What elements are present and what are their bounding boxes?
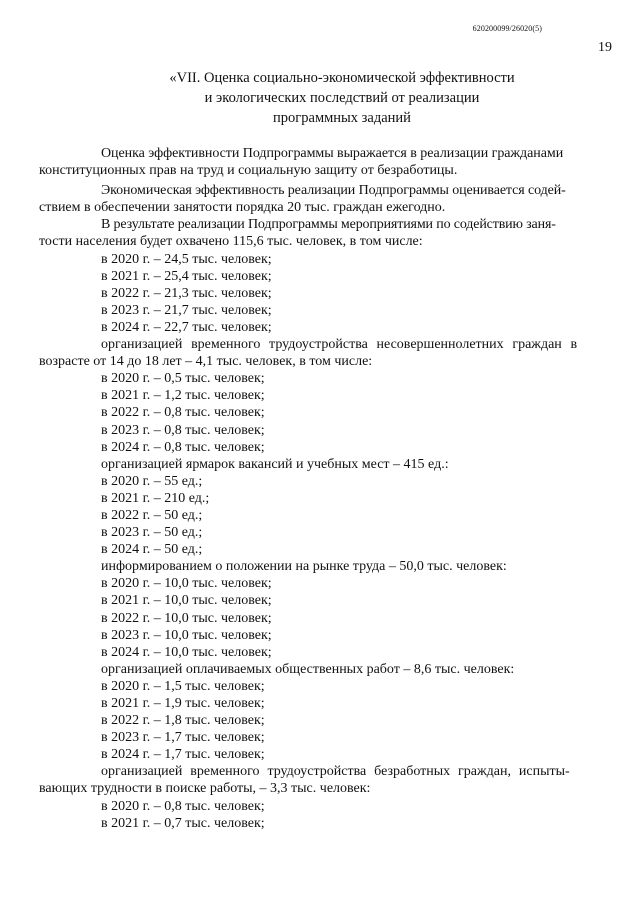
list-item: в 2021 г. – 1,9 тыс. человек; — [101, 696, 265, 711]
section-title — [60, 68, 624, 128]
document-body — [39, 145, 610, 832]
list-item: в 2024 г. – 1,7 тыс. человек; — [101, 747, 265, 763]
list-item: в 2020 г. – 1,5 тыс. человек; — [101, 678, 265, 694]
list-item: в 2021 г. – 25,4 тыс. человек; — [101, 268, 272, 284]
section-title-line: и экологических последствий от реализации — [204, 90, 480, 106]
paragraph-line: конституционных прав на труд и социальную защиту от безработицы. — [39, 163, 458, 179]
list-item: в 2020 г. – 24,5 тыс. человек; — [101, 251, 272, 267]
paragraph-line: Оценка эффективности Подпрограммы выражается в реализации гражданами — [101, 146, 564, 161]
paragraph-line: вающих трудности в поиске работы, – 3,3 тыс. человек: — [39, 781, 371, 797]
list-item: в 2022 г. – 21,3 тыс. человек; — [101, 285, 272, 301]
paragraph-line: ствием в обеспечении занятости порядка 20 тыс. граждан ежегодно. — [39, 200, 446, 216]
paragraph-line: Экономическая эффективность реализации Подпрограммы оценивается содей- — [101, 183, 566, 199]
list-item: в 2023 г. – 0,8 тыс. человек; — [101, 422, 265, 438]
list-item: в 2024 г. – 50 ед.; — [101, 542, 203, 558]
list-item: в 2023 г. – 1,7 тыс. человек; — [101, 730, 265, 746]
list-item: в 2022 г. – 50 ед.; — [101, 507, 203, 523]
list-item: в 2021 г. – 210 ед.; — [101, 490, 210, 506]
paragraph-line: организацией ярмарок вакансий и учебных мест – 415 ед.: — [101, 456, 449, 472]
list-item: в 2024 г. – 10,0 тыс. человек; — [101, 644, 272, 660]
paragraph-line: В результате реализации Подпрограммы мероприятиями по содействию заня- — [101, 217, 556, 233]
list-item: в 2022 г. – 10,0 тыс. человек; — [101, 610, 272, 626]
list-item: в 2021 г. – 1,2 тыс. человек; — [101, 388, 265, 404]
paragraph-line: тости населения будет охвачено 115,6 тыс. человек, в том числе: — [39, 234, 423, 250]
document-number: 620200099/26020(5) — [472, 24, 542, 33]
list-item: в 2022 г. – 1,8 тыс. человек; — [101, 713, 265, 729]
section-title-line: «VII. Оценка социально-экономической эффективности — [169, 70, 515, 86]
list-item: в 2020 г. – 0,8 тыс. человек; — [101, 798, 265, 814]
list-item: в 2023 г. – 50 ед.; — [101, 525, 203, 541]
list-item: в 2020 г. – 0,5 тыс. человек; — [101, 371, 265, 387]
page-number: 19 — [598, 40, 612, 55]
list-item: в 2024 г. – 22,7 тыс. человек; — [101, 319, 272, 335]
paragraph-line: информированием о положении на рынке труда – 50,0 тыс. человек: — [101, 559, 507, 575]
list-item: в 2020 г. – 55 ед.; — [101, 473, 203, 489]
paragraph-line: организацией временного трудоустройства несовершеннолетних граждан в — [101, 337, 578, 353]
list-item: в 2021 г. – 0,7 тыс. человек; — [101, 815, 265, 831]
paragraph-line: организацией оплачиваемых общественных работ – 8,6 тыс. человек: — [101, 661, 515, 677]
paragraph-line: возрасте от 14 до 18 лет – 4,1 тыс. человек, в том числе: — [39, 354, 373, 370]
list-item: в 2024 г. – 0,8 тыс. человек; — [101, 439, 265, 455]
list-item: в 2023 г. – 21,7 тыс. человек; — [101, 302, 272, 318]
list-item: в 2022 г. – 0,8 тыс. человек; — [101, 405, 265, 421]
paragraph-line: организацией временного трудоустройства безработных граждан, испыты- — [101, 764, 570, 780]
list-item: в 2020 г. – 10,0 тыс. человек; — [101, 576, 272, 592]
list-item: в 2023 г. – 10,0 тыс. человек; — [101, 627, 272, 643]
list-item: в 2021 г. – 10,0 тыс. человек; — [101, 593, 272, 609]
section-title-line: программных заданий — [273, 110, 411, 126]
